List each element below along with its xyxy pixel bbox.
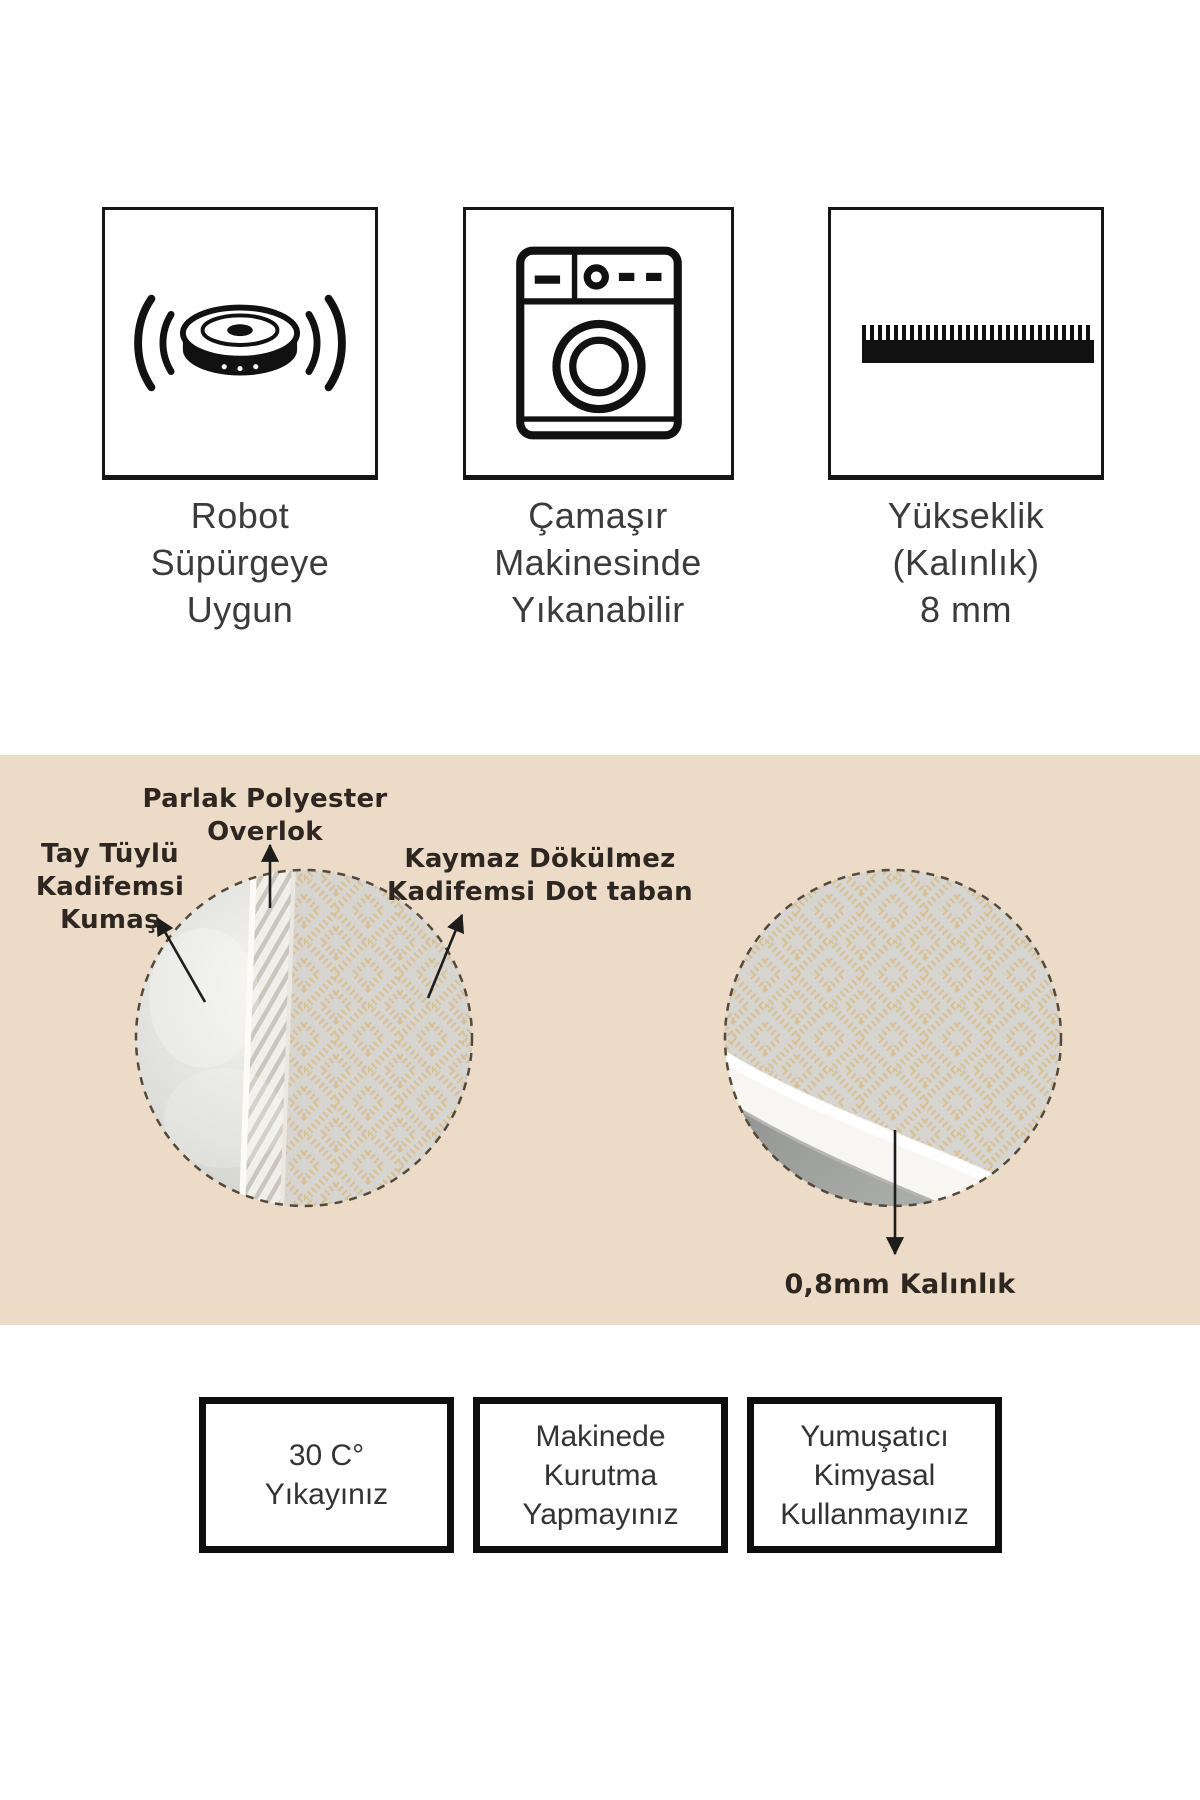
feature-label-robot: Robot Süpürgeye Uygun (150, 495, 330, 630)
care-box-wash-30: 30 C° Yıkayınız (199, 1397, 454, 1553)
feature-box-robot (102, 207, 378, 480)
feature-label-height: Yükseklik (Kalınlık) 8 mm (887, 495, 1045, 630)
feature-box-washing (463, 207, 734, 480)
base-label: Kaymaz Dökülmez Kadifemsi Dot taban (387, 844, 693, 907)
overlock-label: Parlak Polyester Overlok (142, 784, 388, 847)
care-box-no-tumble-dry: Makinede Kurutma Yapmayınız (473, 1397, 728, 1553)
pile-height-icon (862, 323, 1094, 363)
care-box-no-softener: Yumuşatıcı Kimyasal Kullanmayınız (747, 1397, 1002, 1553)
edge-closeup-photo (721, 866, 1065, 1210)
washing-machine-icon (513, 243, 685, 443)
fabric-label: Tay Tüylü Kadifemsi Kumaş (35, 839, 185, 935)
feature-box-height (828, 207, 1104, 480)
thickness-label: 0,8mm Kalınlık (784, 1269, 1016, 1300)
robot-vacuum-icon (121, 279, 359, 407)
feature-label-washing: Çamaşır Makinesinde Yıkanabilir (494, 495, 702, 630)
